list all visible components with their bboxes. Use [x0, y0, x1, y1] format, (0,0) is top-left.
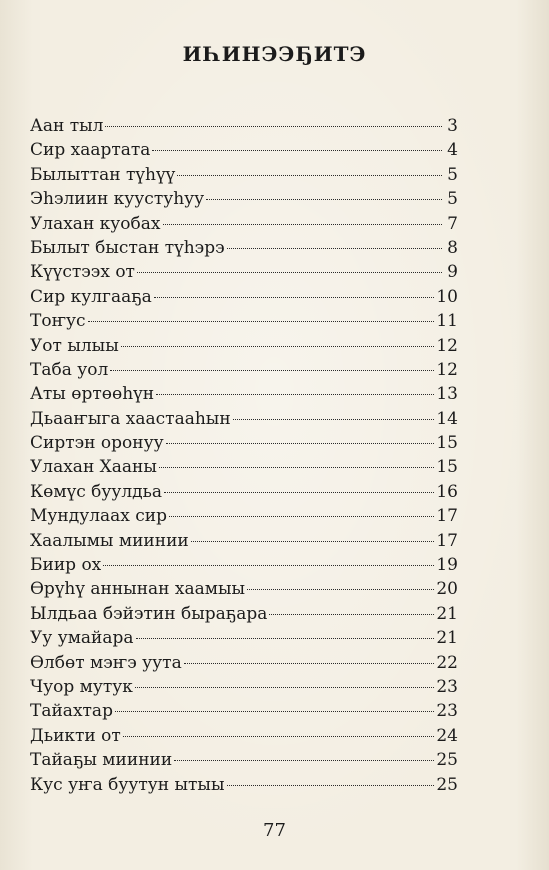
toc-entry-page: 23	[436, 701, 458, 722]
toc-entry-page: 21	[436, 603, 458, 624]
toc-entry-title: Ылдьаа бэйэтин быраҕара	[30, 603, 268, 624]
toc-entry-title: Уот ылыы	[30, 335, 119, 356]
toc-entry-title: Дьааҥыга хаастааһын	[30, 408, 231, 429]
toc-entry-title: Аан тыл	[30, 116, 104, 136]
toc-entry-title: Кус уҥа буутун ытыы	[30, 774, 225, 795]
dot-leader	[103, 565, 434, 566]
toc-entry	[30, 699, 458, 723]
toc-entry	[30, 114, 458, 138]
toc-entry-title: Эһэлиин куустуһуу	[30, 189, 205, 210]
toc-entry-title: Сиртэн оронуу	[30, 433, 164, 454]
toc-entry	[30, 675, 458, 699]
toc-entry-title: Биир ох	[30, 555, 102, 576]
toc-entry	[30, 455, 458, 479]
dot-leader	[227, 785, 435, 786]
toc-entry-title: Аты өртөөһүн	[30, 384, 155, 405]
toc-entry	[30, 236, 458, 260]
dot-leader	[152, 150, 442, 151]
toc-entry	[30, 212, 458, 236]
toc-entry-page: 12	[436, 335, 458, 356]
dot-leader	[177, 175, 442, 176]
page-number: 77	[263, 820, 286, 841]
dot-leader	[247, 589, 434, 590]
toc-entry-page: 15	[436, 457, 458, 478]
dot-leader	[191, 541, 435, 542]
toc-entry-page: 13	[436, 384, 458, 405]
toc-entry-title: Тайахтар	[30, 701, 113, 722]
toc-entry-title: Сир кулгааҕа	[30, 286, 152, 307]
toc-entry	[30, 309, 458, 333]
dot-leader	[169, 516, 434, 517]
toc-entry-page: 22	[436, 652, 458, 673]
toc-entry	[30, 553, 458, 577]
dot-leader	[164, 492, 434, 493]
toc-entry-page: 23	[436, 676, 458, 697]
toc-entry-title: Былыт быстан түһэрэ	[30, 237, 225, 258]
toc-entry	[30, 285, 458, 309]
toc-entry	[30, 138, 458, 162]
dot-leader	[154, 297, 435, 298]
dot-leader	[174, 760, 434, 761]
toc-entry-title: Былыттан түһүү	[30, 164, 176, 185]
dot-leader	[206, 199, 442, 200]
toc-entry-page: 25	[436, 750, 458, 771]
table-of-contents	[30, 114, 458, 797]
toc-entry-title: Сир хаартата	[30, 140, 151, 161]
dot-leader	[233, 419, 435, 420]
toc-entry-page: 7	[447, 213, 458, 234]
toc-entry	[30, 163, 458, 187]
toc-entry-title: Дьикти от	[30, 725, 121, 746]
toc-entry-page: 10	[436, 286, 458, 307]
toc-entry-title: Өрүһү аннынан хаамыы	[30, 579, 246, 600]
dot-leader	[227, 248, 442, 249]
toc-entry-page: 16	[436, 481, 458, 502]
dot-leader	[269, 614, 434, 615]
toc-entry-title: Көмүс буулдьа	[30, 481, 163, 502]
dot-leader	[163, 224, 443, 225]
toc-entry-title: Чуор мутук	[30, 676, 133, 697]
dot-leader	[166, 443, 435, 444]
toc-entry-title: Мундулаах сир	[30, 506, 168, 527]
toc-entry-page: 17	[436, 530, 458, 551]
toc-entry-title: Күүстээх от	[30, 262, 135, 283]
dot-leader	[110, 370, 434, 371]
toc-entry-title: Таба уол	[30, 359, 109, 380]
toc-entry-title: Өлбөт мэҥэ уута	[30, 652, 182, 673]
toc-entry	[30, 431, 458, 455]
dot-leader	[135, 687, 434, 688]
toc-entry	[30, 748, 458, 772]
toc-entry-page: 5	[447, 189, 458, 210]
toc-entry-page: 17	[436, 506, 458, 527]
toc-entry-page: 8	[447, 237, 458, 258]
toc-entry-title: Хаалымы миинии	[30, 530, 189, 551]
toc-entry-page: 19	[436, 555, 458, 576]
toc-entry-title: Уу умайара	[30, 628, 134, 649]
toc-entry	[30, 577, 458, 601]
toc-entry	[30, 480, 458, 504]
toc-entry-page: 12	[436, 359, 458, 380]
toc-entry	[30, 773, 458, 797]
dot-leader	[159, 467, 434, 468]
page-heading: ИҺИНЭЭҔИТЭ	[182, 42, 367, 66]
toc-entry	[30, 187, 458, 211]
dot-leader	[115, 711, 434, 712]
toc-entry	[30, 651, 458, 675]
toc-entry-page: 3	[447, 116, 458, 136]
toc-entry-page: 20	[436, 579, 458, 600]
toc-entry	[30, 407, 458, 431]
dot-leader	[123, 736, 435, 737]
toc-entry	[30, 626, 458, 650]
dot-leader	[184, 663, 435, 664]
toc-entry	[30, 724, 458, 748]
toc-entry-title: Улахан Хааны	[30, 457, 157, 478]
dot-leader	[156, 394, 434, 395]
toc-entry-page: 15	[436, 433, 458, 454]
dot-leader	[136, 638, 435, 639]
toc-entry-page: 9	[447, 262, 458, 283]
toc-entry	[30, 382, 458, 406]
toc-entry-page: 25	[436, 774, 458, 795]
toc-entry-page: 21	[436, 628, 458, 649]
toc-entry	[30, 504, 458, 528]
toc-entry-title: Улахан куобах	[30, 213, 161, 234]
dot-leader	[121, 346, 435, 347]
toc-entry-title: Тоҥус	[30, 311, 86, 332]
dot-leader	[137, 272, 442, 273]
toc-entry	[30, 358, 458, 382]
toc-entry-page: 24	[436, 725, 458, 746]
toc-entry-title: Тайаҕы миинии	[30, 750, 173, 771]
toc-entry	[30, 334, 458, 358]
toc-entry	[30, 529, 458, 553]
toc-entry-page: 14	[436, 408, 458, 429]
dot-leader	[88, 321, 435, 322]
toc-entry	[30, 602, 458, 626]
toc-entry-page: 11	[436, 311, 458, 332]
toc-entry	[30, 260, 458, 284]
toc-entry-page: 4	[447, 140, 458, 161]
toc-entry-page: 5	[447, 164, 458, 185]
dot-leader	[105, 126, 442, 127]
